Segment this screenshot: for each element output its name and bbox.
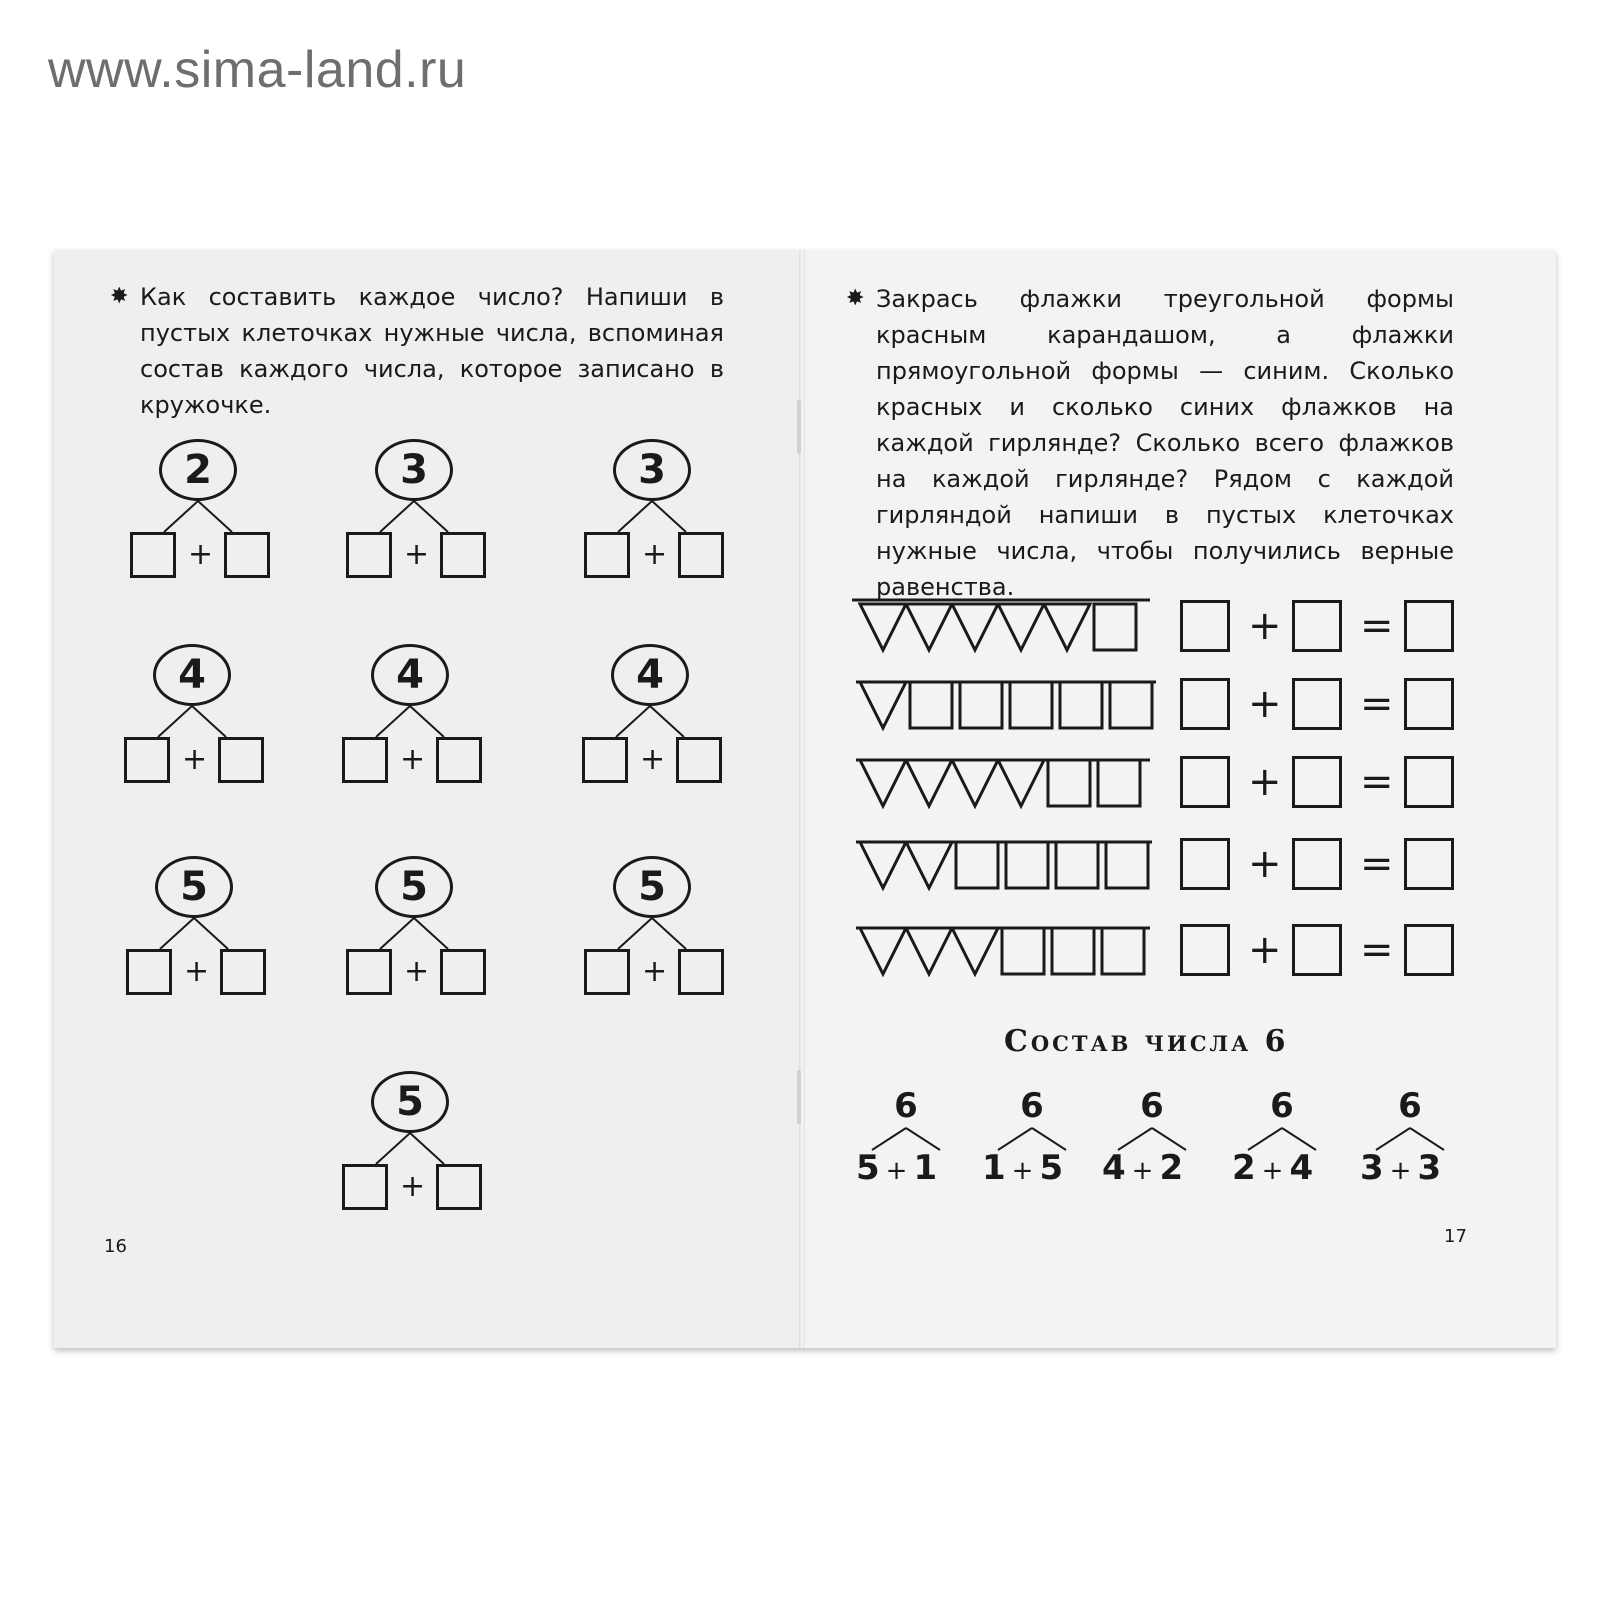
number-circle: 4 xyxy=(153,644,231,706)
plus-sign: + xyxy=(1248,927,1282,973)
plus-sign: + xyxy=(1248,603,1282,649)
composition-line xyxy=(1032,1128,1066,1150)
plus-sign: + xyxy=(400,742,426,777)
plus-sign: + xyxy=(188,537,214,572)
part-a: 2 xyxy=(1232,1148,1256,1188)
site-watermark: www.sima-land.ru xyxy=(48,41,467,99)
composition-line xyxy=(1152,1128,1186,1150)
composition-parts xyxy=(1360,1148,1441,1188)
composition-total: 6 xyxy=(1398,1086,1422,1126)
composition-parts xyxy=(1102,1148,1183,1188)
part-a: 5 xyxy=(856,1148,880,1188)
number-circle: 3 xyxy=(613,439,691,501)
part-a: 3 xyxy=(1360,1148,1384,1188)
plus-sign: + xyxy=(642,954,668,989)
number-circle: 3 xyxy=(375,439,453,501)
plus-sign: + xyxy=(640,742,666,777)
composition-total: 6 xyxy=(894,1086,918,1126)
number-circle: 5 xyxy=(375,856,453,918)
part-b: 2 xyxy=(1159,1148,1184,1188)
plus-sign: + xyxy=(1248,681,1282,727)
plus-sign: + xyxy=(400,1169,426,1204)
composition-total: 6 xyxy=(1020,1086,1044,1126)
plus-sign: + xyxy=(404,537,430,572)
number-circle: 4 xyxy=(371,644,449,706)
plus-sign: + xyxy=(1248,841,1282,887)
equals-sign: = xyxy=(1360,841,1394,887)
equals-sign: = xyxy=(1360,759,1394,805)
composition-line xyxy=(872,1128,906,1150)
part-b: 3 xyxy=(1417,1148,1442,1188)
plus-sign: + xyxy=(1261,1156,1284,1186)
bullet-star-icon: ✸ xyxy=(110,284,129,309)
number-circle: 2 xyxy=(159,439,237,501)
plus-sign: + xyxy=(182,742,208,777)
equals-sign: = xyxy=(1360,681,1394,727)
part-a: 1 xyxy=(982,1148,1006,1188)
plus-sign: + xyxy=(642,537,668,572)
composition-line xyxy=(1282,1128,1316,1150)
composition-line xyxy=(1410,1128,1444,1150)
part-b: 1 xyxy=(913,1148,938,1188)
composition-line xyxy=(1376,1128,1410,1150)
plus-sign: + xyxy=(1011,1156,1034,1186)
plus-sign: + xyxy=(1131,1156,1154,1186)
composition-line xyxy=(906,1128,940,1150)
number-circle: 5 xyxy=(613,856,691,918)
part-b: 4 xyxy=(1289,1148,1314,1188)
plus-sign: + xyxy=(404,954,430,989)
right-page-number: 17 xyxy=(1444,1226,1467,1247)
number-circle: 5 xyxy=(371,1071,449,1133)
composition-total: 6 xyxy=(1270,1086,1294,1126)
plus-sign: + xyxy=(184,954,210,989)
part-b: 5 xyxy=(1039,1148,1064,1188)
left-page-number: 16 xyxy=(104,1236,127,1257)
left-instruction: Как составить каждое число? Напиши в пустых клеточках нужные числа, вспоминая состав каждого числа, которое записано в кружочке. xyxy=(140,283,724,419)
right-instruction: Закрась флажки треугольной формы красным карандашом, а флажки прямоугольной формы — синим. Сколько красных и сколько синих флажков на каждой гирлянде? Сколько всего флажков на каждой гирлянде? Рядом с каждой гирляндой напиши в пустых клеточках нужные числа, чтобы получились верные равенства. xyxy=(876,285,1454,601)
equals-sign: = xyxy=(1360,603,1394,649)
plus-sign: + xyxy=(1389,1156,1412,1186)
bullet-star-icon: ✸ xyxy=(846,286,865,311)
section-title: Состав числа 6 xyxy=(1004,1024,1289,1059)
composition-parts xyxy=(1232,1148,1313,1188)
composition-total: 6 xyxy=(1140,1086,1164,1126)
composition-line xyxy=(1118,1128,1152,1150)
composition-parts xyxy=(982,1148,1063,1188)
composition-parts xyxy=(856,1148,937,1188)
part-a: 4 xyxy=(1102,1148,1126,1188)
equals-sign: = xyxy=(1360,927,1394,973)
number-circle: 5 xyxy=(155,856,233,918)
composition-line xyxy=(998,1128,1032,1150)
number-circle: 4 xyxy=(611,644,689,706)
plus-sign: + xyxy=(885,1156,908,1186)
composition-line xyxy=(1248,1128,1282,1150)
plus-sign: + xyxy=(1248,759,1282,805)
